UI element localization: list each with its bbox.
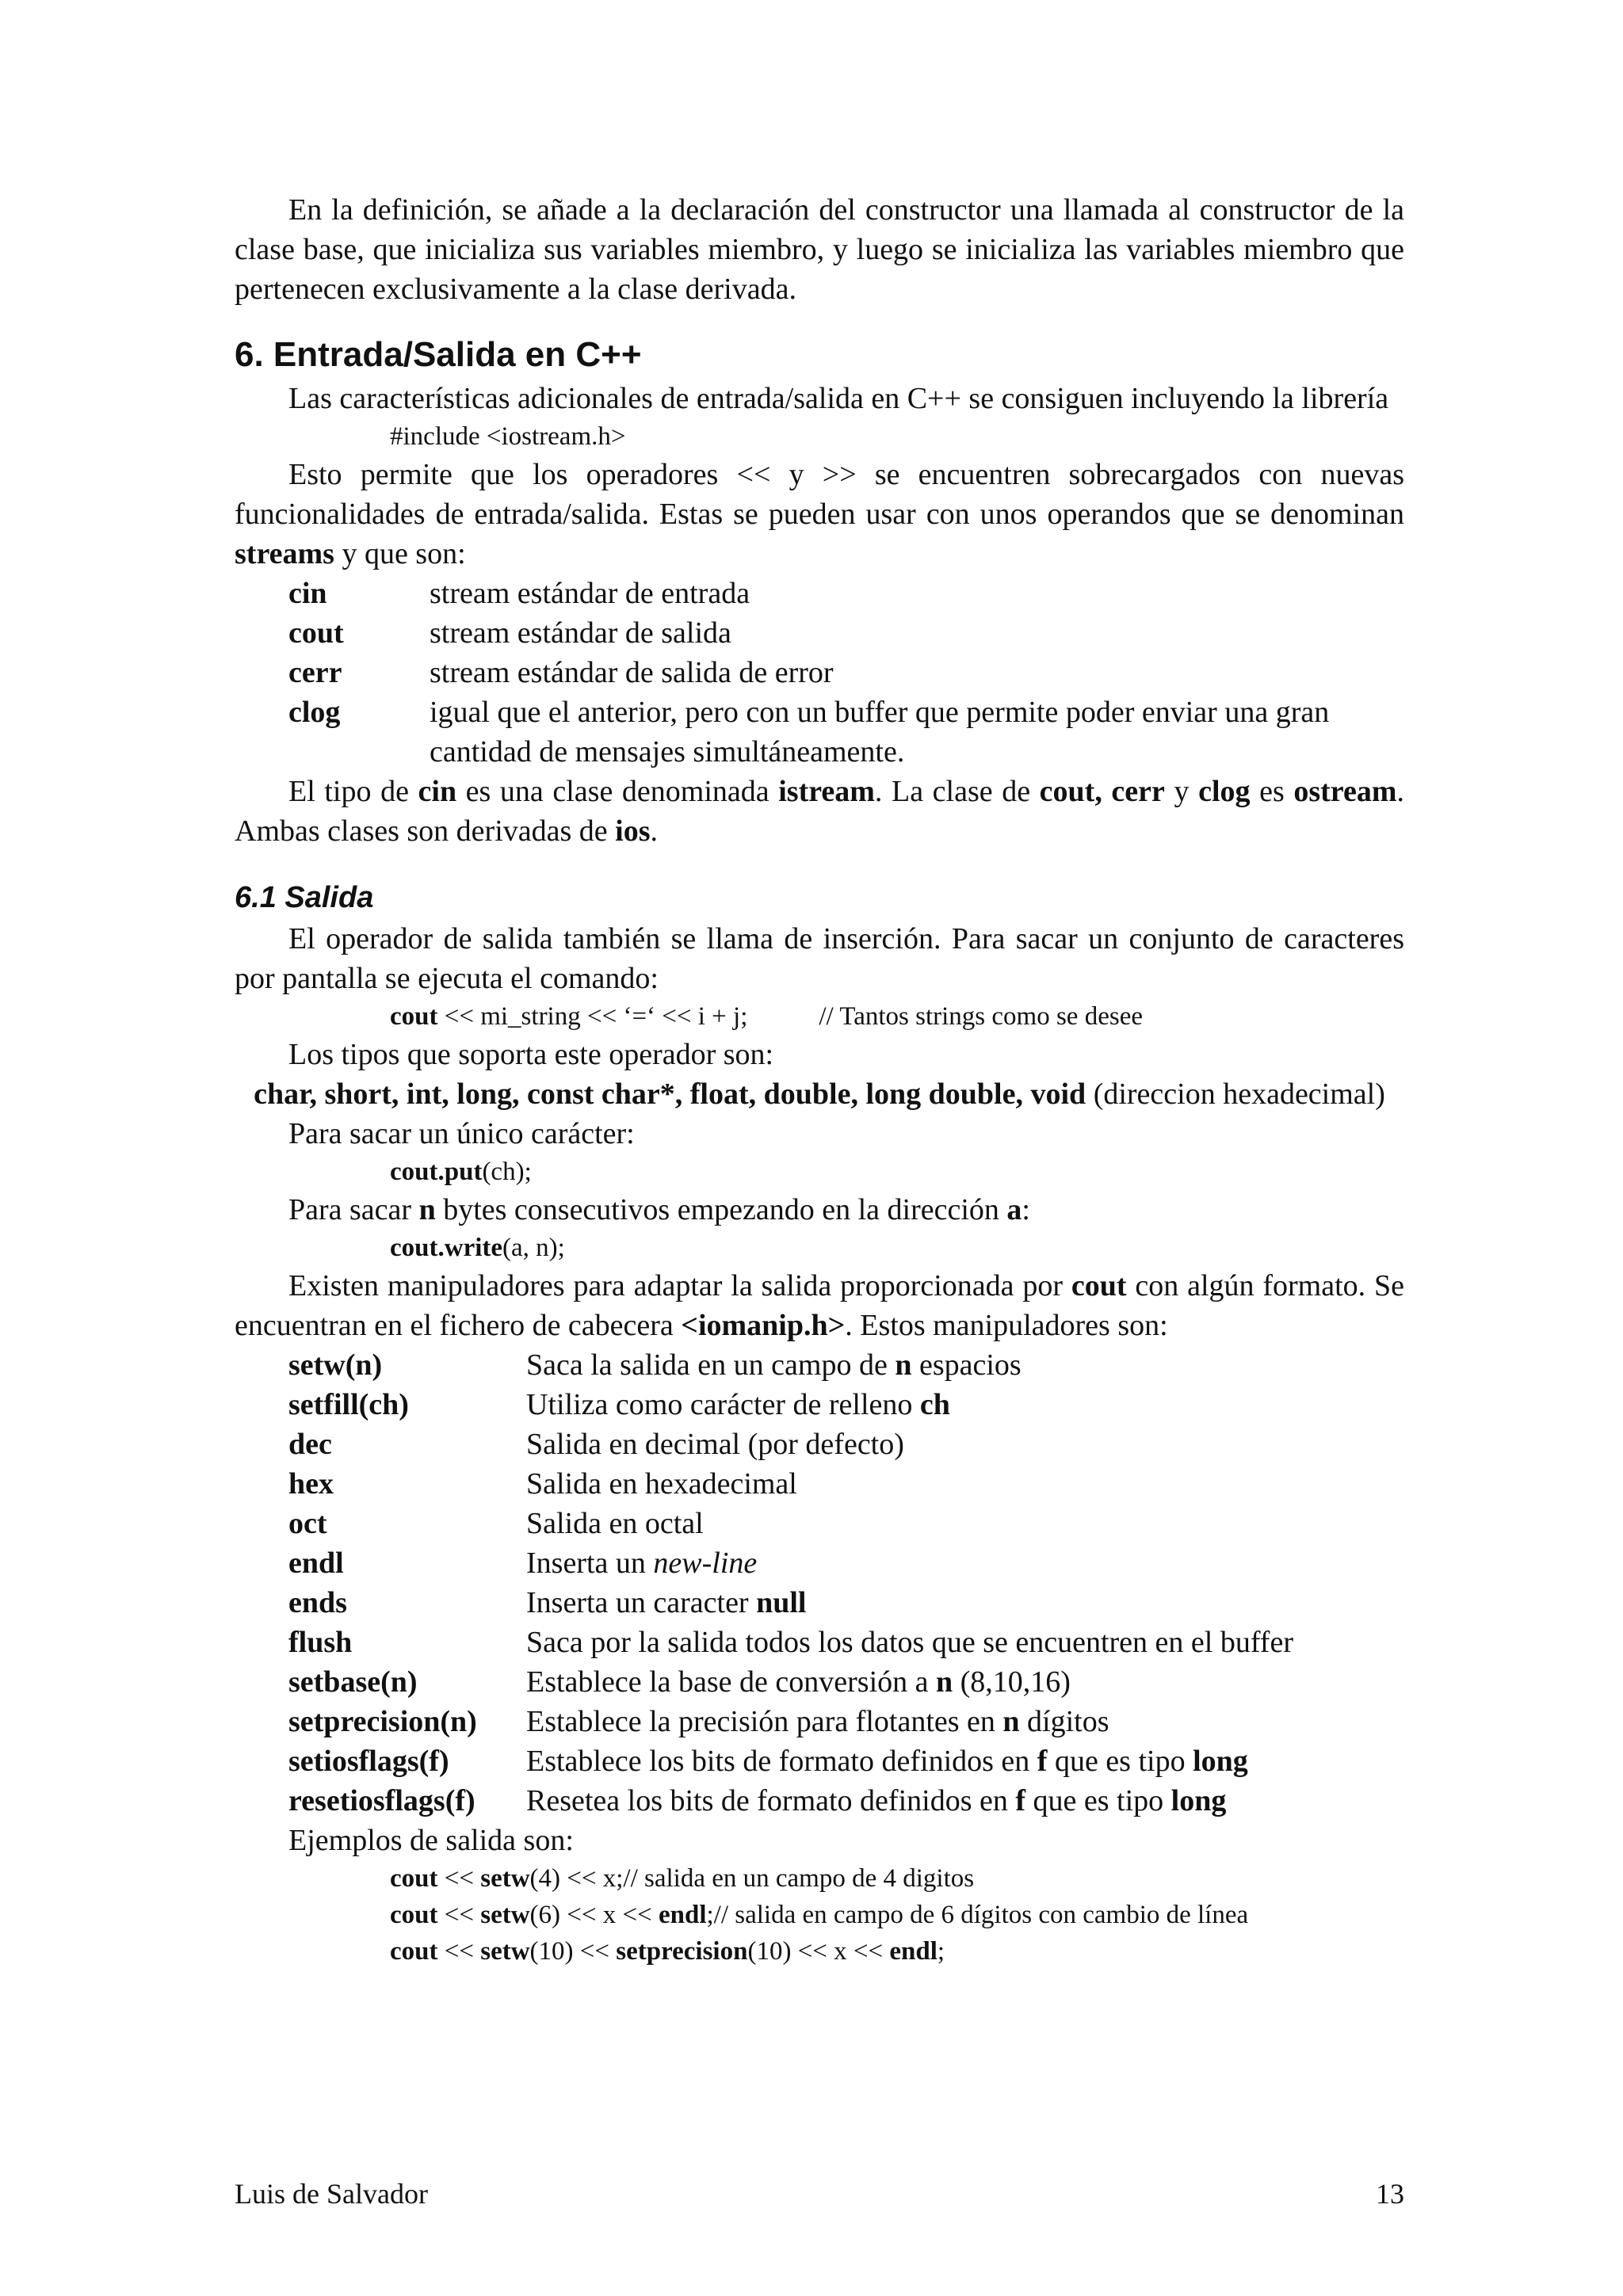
section-6-paragraph-3: El tipo de cin es una clase denominada istream. La clase de cout, cerr y clog es ostream. Ambas clases son derivadas de ios. (235, 775, 1405, 848)
manip-row: resetiosflags(f) Resetea los bits de formato definidos en f que es tipo long (288, 1784, 1227, 1817)
code-line-put: cout.put(ch); (390, 1158, 532, 1186)
code-example-line: cout << setw(6) << x << endl;// salida en campo de 6 dígitos con cambio de línea (390, 1901, 1249, 1929)
section-6-1-heading: 6.1 Salida (235, 881, 374, 914)
stream-row-clog: clog igual que el anterior, pero con un buffer que permite poder enviar una gran cantidad de mensajes simultáneamente. (288, 696, 1330, 769)
manip-row: setbase(n) Establece la base de conversión a n (8,10,16) (288, 1665, 1071, 1699)
section-6-1-paragraph-1: El operador de salida también se llama de inserción. Para sacar un conjunto de caracteres por pantalla se ejecuta el comando: (235, 922, 1404, 995)
write-intro: Para sacar n bytes consecutivos empezando en la dirección a: (288, 1193, 1030, 1226)
code-example-line: cout << setw(10) << setprecision(10) << x << endl; (390, 1937, 945, 1966)
code-example-line: cout << setw(4) << x;// salida en un campo de 4 digitos (390, 1864, 975, 1893)
types-list: char, short, int, long, const char*, float, double, long double, void (direccion hexadecimal) (254, 1077, 1385, 1111)
streams-list (235, 574, 1404, 772)
include-line: #include <iostream.h> (390, 422, 626, 451)
stream-row-cin: cin stream estándar de entrada (288, 577, 750, 610)
manipulators-list (235, 1345, 1404, 1821)
manip-row: oct Salida en octal (288, 1507, 704, 1540)
manip-row: flush Saca por la salida todos los datos que se encuentren en el buffer (288, 1626, 1293, 1659)
section-6-heading: 6. Entrada/Salida en C++ (235, 335, 642, 374)
manip-row: setw(n) Saca la salida en un campo de n espacios (288, 1348, 1022, 1382)
manip-row: hex Salida en hexadecimal (288, 1467, 797, 1501)
put-intro: Para sacar un único carácter: (288, 1117, 635, 1150)
page-number: 13 (1376, 2178, 1404, 2210)
manip-row: setiosflags(f) Establece los bits de formato definidos en f que es tipo long (288, 1745, 1248, 1778)
stream-row-cout: cout stream estándar de salida (288, 616, 731, 650)
manip-row: setprecision(n) Establece la precisión para flotantes en n dígitos (288, 1705, 1109, 1738)
intro-paragraph: En la definición, se añade a la declaración del constructor una llamada al constructor de la clase base, que inicializa sus variables miembro, y luego se inicializa las variables miembro que pertenecen exclusivamente a la clase derivada. (235, 193, 1404, 306)
code-line-cout: cout << mi_string << ‘=‘ << i + j; // Tantos strings como se desee (390, 1002, 1143, 1031)
examples-block (235, 1860, 1404, 1970)
page-footer (235, 2177, 1404, 2210)
manip-row: endl Inserta un new-line (288, 1547, 758, 1580)
manip-row: ends Inserta un caracter null (288, 1586, 807, 1619)
section-6-paragraph-1: Las características adicionales de entrada/salida en C++ se consiguen incluyendo la librería (288, 382, 1389, 415)
code-line-write: cout.write(a, n); (390, 1234, 565, 1262)
document-page (235, 190, 1404, 1970)
footer-author: Luis de Salvador (235, 2178, 428, 2210)
stream-row-cerr: cerr stream estándar de salida de error (288, 656, 834, 689)
code-comment: // Tantos strings como se desee (819, 1002, 1143, 1031)
manip-intro: Existen manipuladores para adaptar la salida proporcionada por cout con algún formato. Se encuentran en el fichero de cabecera <iomanip.h>. Estos manipuladores son: (235, 1269, 1404, 1342)
manip-row: dec Salida en decimal (por defecto) (288, 1428, 904, 1461)
section-6-paragraph-2: Esto permite que los operadores << y >> se encuentren sobrecargados con nuevas funcionalidades de entrada/salida. Estas se pueden usar con unos operandos que se denominan streams y que son: (235, 458, 1404, 570)
types-intro: Los tipos que soporta este operador son: (288, 1038, 774, 1071)
examples-intro: Ejemplos de salida son: (288, 1824, 574, 1857)
manip-row: setfill(ch) Utiliza como carácter de relleno ch (288, 1388, 950, 1421)
